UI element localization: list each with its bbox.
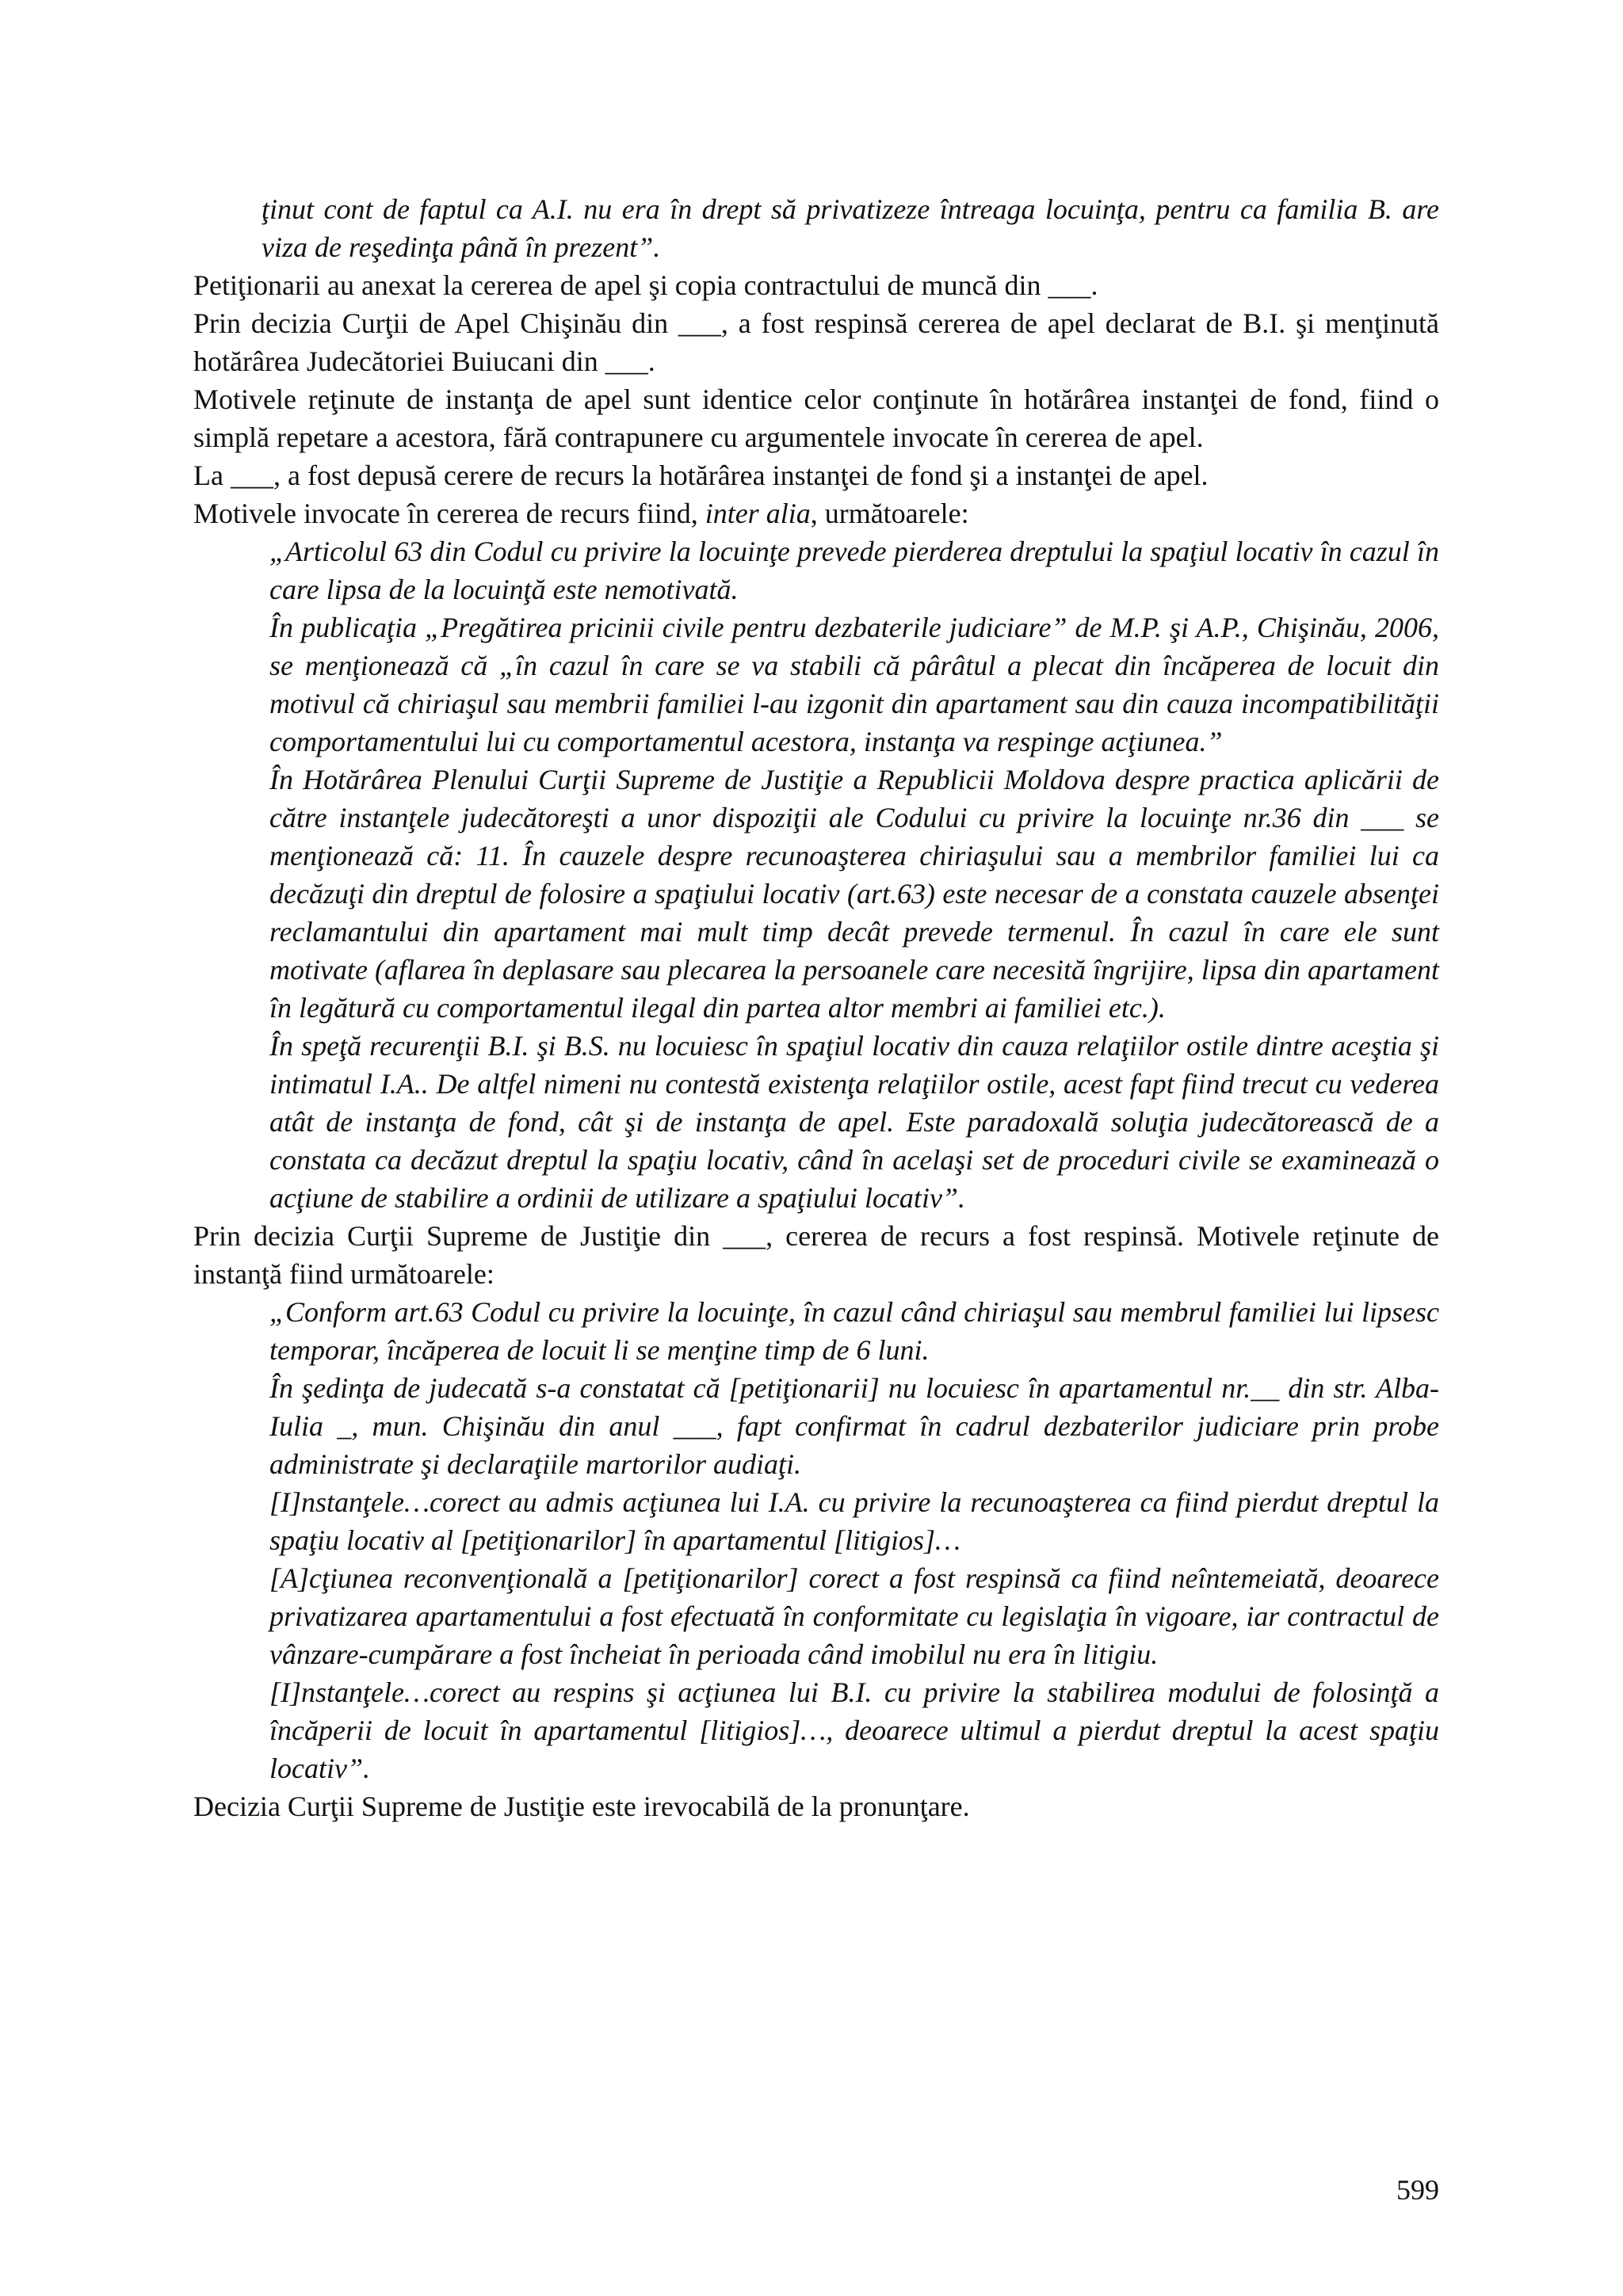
- paragraph-recourse-filed: La ___, a fost depusă cerere de recurs la hotărârea instanţei de fond şi a instanţei de apel.: [193, 460, 1209, 491]
- recourse-motives-text: Motivele invocate în cererea de recurs fiind,: [193, 498, 705, 529]
- paragraph-annex: Petiţionarii au anexat la cererea de apel şi copia contractului de muncă din ___.: [193, 269, 1098, 301]
- quote-admitted-action: [I]nstanţele…corect au admis acţiunea lui I.A. cu privire la recunoaşterea ca fiind pierdut dreptul la spaţiu locativ al [petiţionarilor] în apartamentul [litigios]…: [269, 1486, 1439, 1556]
- quote-article-63: „Articolul 63 din Codul cu privire la locuinţe prevede pierderea dreptului la spaţiul locativ în cazul în care lipsa de la locuinţă este nemotivată.: [269, 536, 1439, 605]
- paragraph-appeal-motives: Motivele reţinute de instanţa de apel sunt identice celor conţinute în hotărârea instanţei de fond, fiind o simplă repetare a acestora, fără contrapunere cu argumentele invocate în cererea de apel.: [193, 383, 1439, 453]
- quote-continuation: ţinut cont de faptul ca A.I. nu era în drept să privatizeze întreaga locuinţa, pentru ca familia B. are viza de reşedinţa până în prezent”.: [262, 193, 1439, 263]
- quote-hearing: În şedinţa de judecată s-a constatat că [petiţionarii] nu locuiesc în apartamentul nr.__ din str. Alba-Iulia _, mun. Chişinău din anul ___, fapt confirmat în cadrul dezbaterilor judiciare prin probe administrate şi declaraţiile martorilor audiaţi.: [269, 1372, 1439, 1480]
- quote-counterclaim: [A]cţiunea reconvenţională a [petiţionarilor] corect a fost respinsă ca fiind neîntemeiată, deoarece privatizarea apartamentului a fost efectuată în conformitate cu legislaţia în vigoare, iar contractul de vânzare-cumpărare a fost încheiat în perioada când imobilul nu era în litigiu.: [269, 1562, 1439, 1670]
- paragraph-appeal-decision: Prin decizia Curţii de Apel Chişinău din ___, a fost respinsă cererea de apel declarat de B.I. şi menţinută hotărârea Judecătoriei Buiucani din ___.: [193, 307, 1439, 377]
- quote-conform-art63: „Conform art.63 Codul cu privire la locuinţe, în cazul când chiriaşul sau membrul familiei lui lipsesc temporar, încăperea de locuit li se menţine timp de 6 luni.: [269, 1296, 1439, 1366]
- quote-publication: În publicaţia „Pregătirea pricinii civile pentru dezbaterile judiciare” de M.P. şi A.P., Chişinău, 2006, se menţionează că „în cazul în care se va stabili că pârâtul a plecat din încăperea de locuit din motivul că chiriaşul sau membrii familiei l-au izgonit din apartament sau din cauza incompatibilităţii comportamentului lui cu comportamentul acestora, instanţa va respinge acţiunea.”: [269, 612, 1439, 757]
- quote-case-facts: În speţă recurenţii B.I. şi B.S. nu locuiesc în spaţiul locativ din cauza relaţiilor ostile dintre aceştia şi intimatul I.A.. De altfel nimeni nu contestă existenţa relaţiilor ostile, acest fapt fiind trecut cu vederea atât de instanţa de fond, cât şi de instanţa de apel. Este paradoxală soluţia judecătorească de a constata ca decăzut dreptul la spaţiu locativ, când în acelaşi set de proceduri civile se examinează o acţiune de stabilire a ordinii de utilizare a spaţiului locativ”.: [269, 1030, 1439, 1214]
- paragraph-recourse-motives: [193, 494, 1439, 532]
- quote-rejected-action: [I]nstanţele…corect au respins şi acţiunea lui B.I. cu privire la stabilirea modului de folosinţă a încăperii de locuit în apartamentul [litigios]…, deoarece ultimul a pierdut dreptul la acest spaţiu locativ”.: [269, 1676, 1439, 1784]
- page-body: [193, 190, 1439, 1825]
- paragraph-irrevocable: Decizia Curţii Supreme de Justiţie este irevocabilă de la pronunţare.: [193, 1791, 970, 1822]
- paragraph-supreme-court-decision: Prin decizia Curţii Supreme de Justiţie din ___, cererea de recurs a fost respinsă. Motivele reţinute de instanţă fiind următoarele:: [193, 1220, 1439, 1290]
- quote-plenum-decision: În Hotărârea Plenului Curţii Supreme de Justiţie a Republicii Moldova despre practica aplicării de către instanţele judecătoreşti a unor dispoziţii ale Codului cu privire la locuinţe nr.36 din ___ se menţionează că: 11. În cauzele despre recunoaşterea chiriaşului sau a membrilor familiei lui ca decăzuţi din dreptul de folosire a spaţiului locativ (art.63) este necesar de a constata cauzele absenţei reclamantului din apartament mai mult timp decât prevede termenul. În cazul în care ele sunt motivate (aflarea în deplasare sau plecarea la persoanele care necesită îngrijire, lipsa din apartament în legătură cu comportamentul ilegal din partea altor membri ai familiei etc.).: [269, 764, 1439, 1024]
- page-number: 599: [1396, 2174, 1439, 2206]
- recourse-motives-end: , următoarele:: [810, 498, 969, 529]
- inter-alia-term: inter alia: [705, 498, 811, 529]
